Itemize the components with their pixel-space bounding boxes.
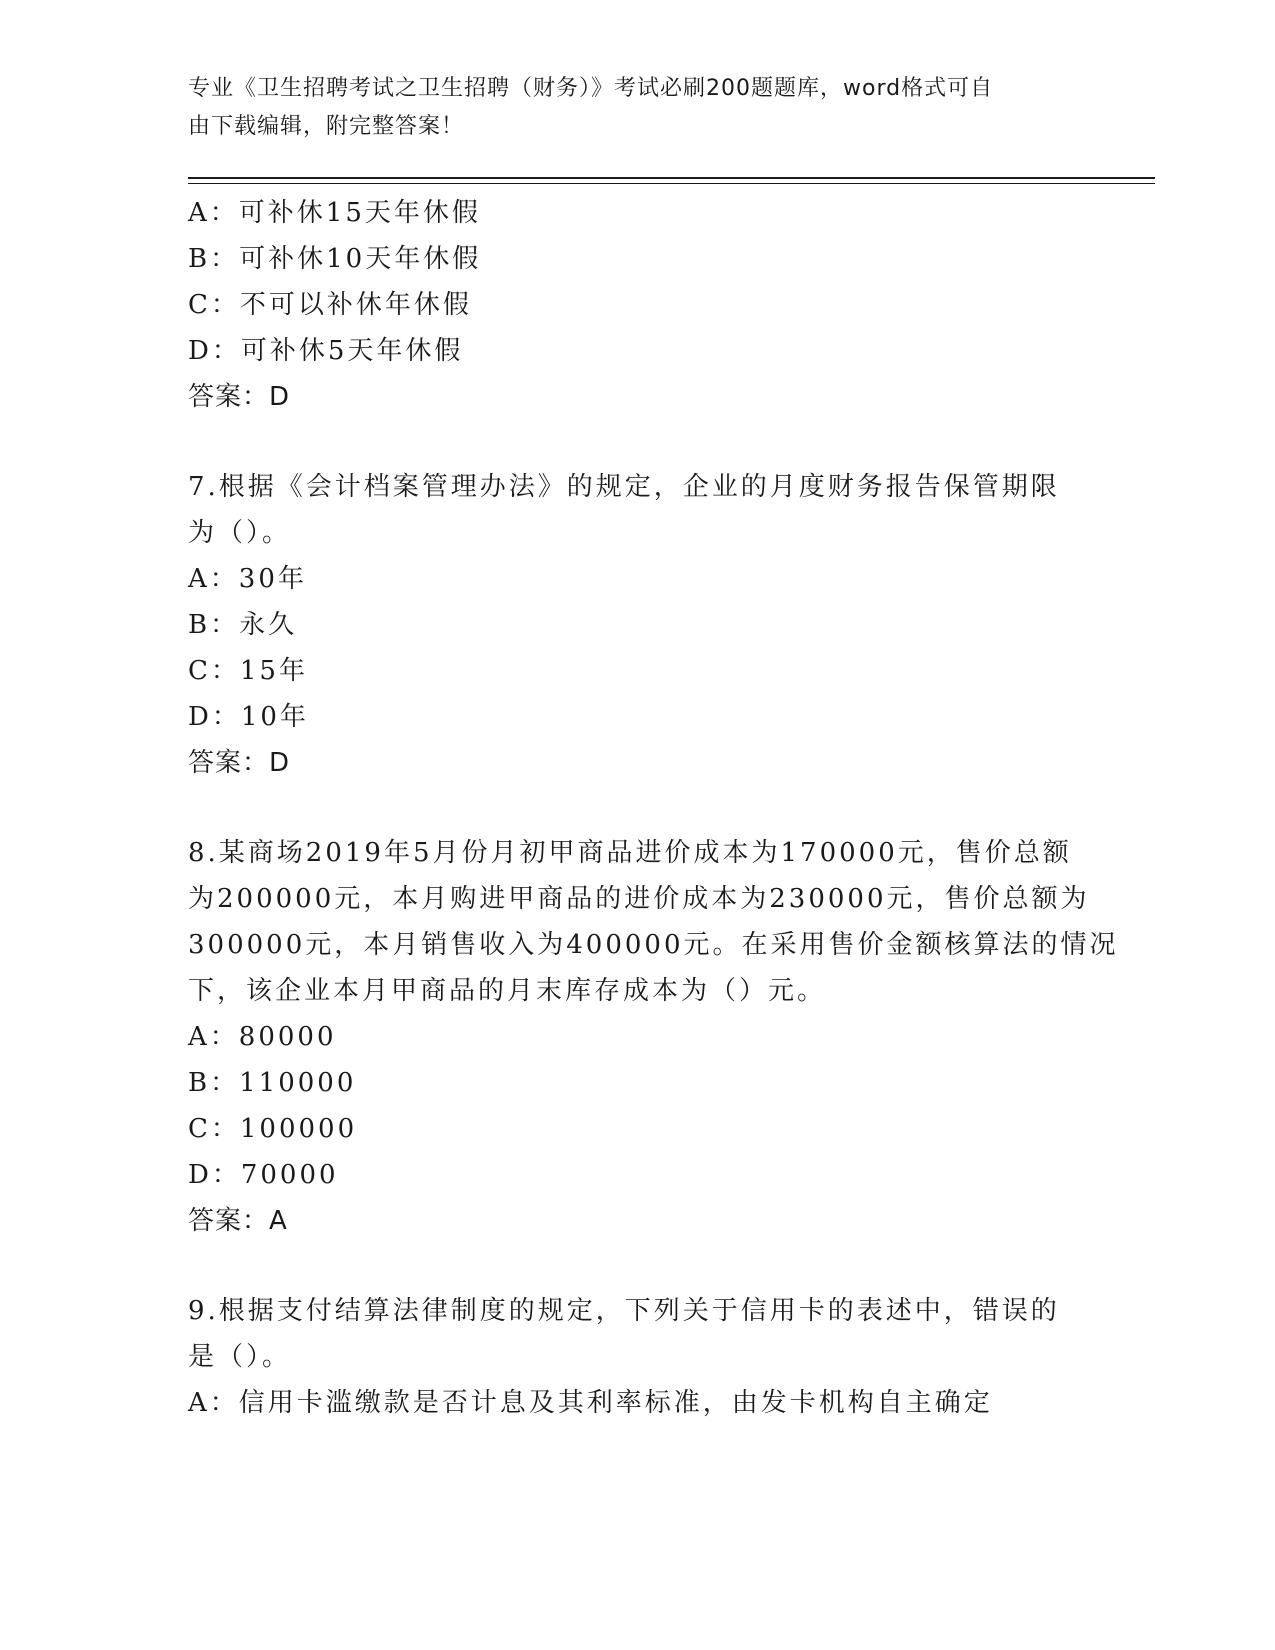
question-list [188,190,1119,1426]
option-a: A：信用卡滥缴款是否计息及其利率标准，由发卡机构自主确定 [188,1388,993,1418]
option-d: D：可补休5天年休假 [188,336,464,366]
question-stem-line: 8.某商场2019年5月份月初甲商品进价成本为170000元，售价总额 [188,838,1072,868]
answer-label: 答案：D [188,382,291,412]
option-c: C：100000 [188,1114,358,1144]
option-b: B：可补休10天年休假 [188,244,482,274]
question-6 [188,190,1088,420]
header-divider-thick [188,177,1155,179]
header-line-2: 由下载编辑，附完整答案！ [188,114,465,139]
option-b: B：110000 [188,1068,357,1098]
header-line-1: 专业《卫生招聘考试之卫生招聘（财务）》考试必刷200题题库，word格式可自 [188,76,994,101]
option-a: A：80000 [188,1022,337,1052]
question-stem-line: 是（）。 [188,1342,292,1372]
option-c: C：不可以补休年休假 [188,290,472,320]
question-stem-line: 300000元，本月销售收入为400000元。在采用售价金额核算法的情况 [188,930,1119,960]
question-stem-line: 7.根据《会计档案管理办法》的规定，企业的月度财务报告保管期限 [188,472,1060,502]
option-b: B：永久 [188,610,298,640]
question-stem-line: 为200000元，本月购进甲商品的进价成本为230000元，售价总额为 [188,884,1090,914]
option-a: A：可补休15天年休假 [188,198,481,228]
question-9 [188,1288,1088,1426]
question-7 [188,464,1088,786]
option-d: D：10年 [188,702,309,732]
question-stem-line: 9.根据支付结算法律制度的规定，下列关于信用卡的表述中，错误的 [188,1296,1060,1326]
answer-label: 答案：A [188,1206,288,1236]
question-stem-line: 下，该企业本月甲商品的月末库存成本为（）元。 [188,976,827,1006]
spacer [188,420,1088,464]
spacer [188,786,1088,830]
header-divider-thin [188,183,1155,184]
question-stem-line: 为（）。 [188,518,292,548]
option-d: D：70000 [188,1160,339,1190]
option-a: A：30年 [188,564,307,594]
document-header [188,70,1068,146]
question-8 [188,830,1119,1244]
spacer [188,1244,1088,1288]
answer-label: 答案：D [188,748,291,778]
option-c: C：15年 [188,656,308,686]
